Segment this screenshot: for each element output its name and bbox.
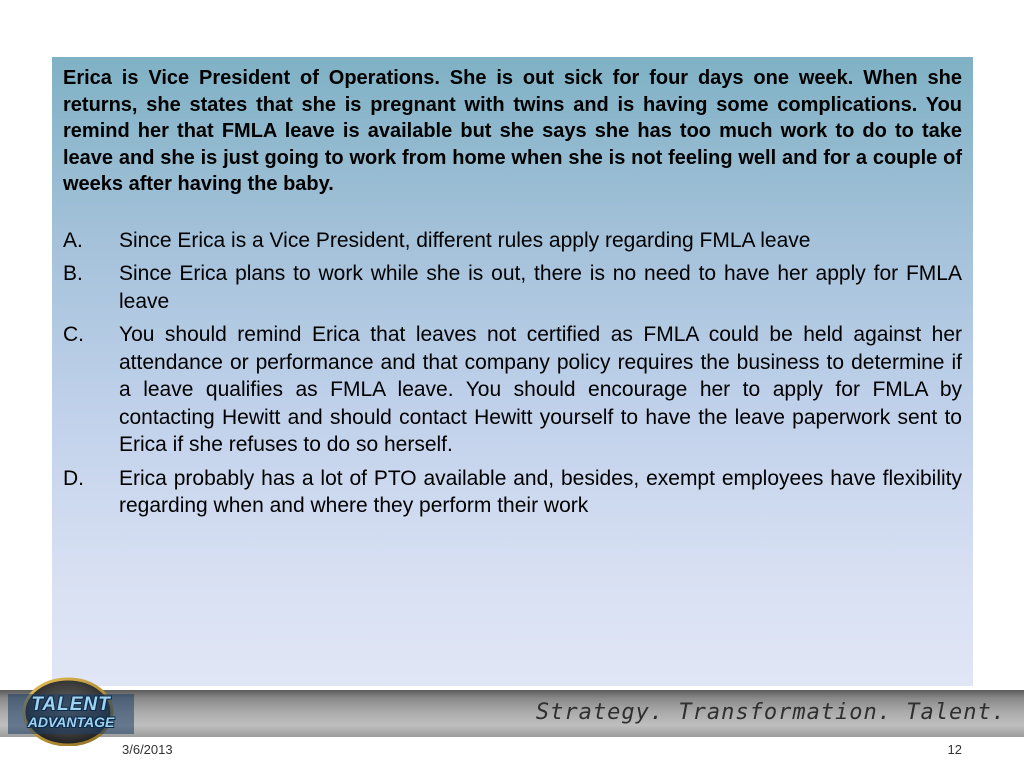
answer-letter: A. [63,228,83,252]
answer-text: Since Erica is a Vice President, different rules apply regarding FMLA leave [119,228,811,252]
answer-letter: B. [63,262,83,285]
answer-option-b[interactable] [63,260,962,315]
answer-text: You should remind Erica that leaves not certified as FMLA could be held against her attendance or performance and that company policy requires the business to determine if a leave qualifies as FMLA leave. You should encourage her to apply for FMLA by contacting Hewitt and should contact Hewitt yourself to have the leave paperwork sent to Erica if she refuses to do so herself. [119,323,962,456]
answer-option-c[interactable] [63,321,962,459]
slide-page-number: 12 [947,742,962,757]
talent-advantage-logo [6,676,136,746]
logo-line2: ADVANTAGE [27,714,115,730]
footer-bar [0,690,1024,737]
tagline: Strategy. Transformation. Talent. [535,700,1006,725]
logo-line1: TALENT [31,694,111,715]
answer-option-d[interactable] [63,465,962,520]
answer-option-a[interactable] [63,227,962,255]
answer-letter: D. [63,466,84,490]
answer-text: Erica probably has a lot of PTO available and, besides, exempt employees have flexibility regarding when and where they perform their work [119,466,962,517]
slide-date: 3/6/2013 [122,742,173,757]
question-box [52,57,973,686]
answer-list [63,227,962,520]
answer-text: Since Erica plans to work while she is out, there is no need to have her apply for FMLA leave [119,262,962,313]
question-text: Erica is Vice President of Operations. She is out sick for four days one week. When she returns, she states that she is pregnant with twins and is having some complications. You remind her that FMLA leave is available but she says she has too much work to do to take leave and she is just going to work from home when she is not feeling well and for a couple of weeks after having the baby. [63,67,962,195]
answer-letter: C. [63,323,84,346]
